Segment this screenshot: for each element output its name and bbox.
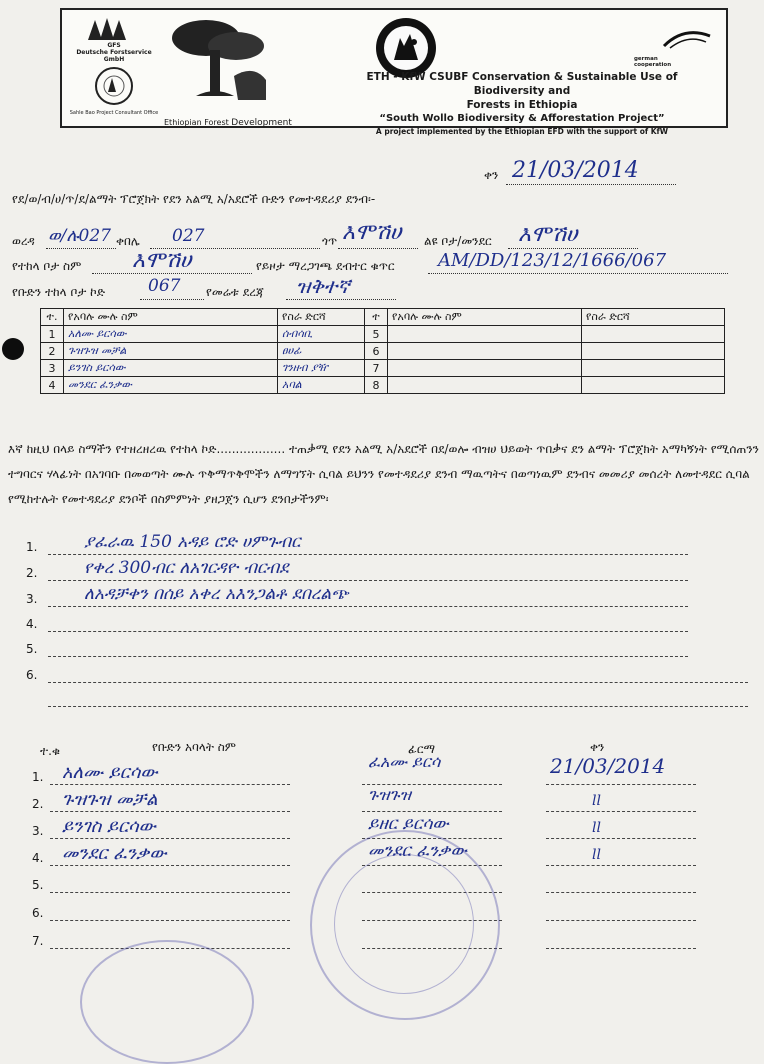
- gc-label-line1: german: [634, 56, 658, 62]
- german-cooperation-label: [634, 56, 671, 68]
- official-stamp-inner: [334, 854, 474, 994]
- row-no-2: 8: [365, 377, 388, 394]
- row-no-2: 5: [365, 326, 388, 343]
- date-dotline: [506, 184, 676, 185]
- rule-text: ያፈራዉ 150 አዳይ ሮድ ሀምጉብር: [84, 532, 301, 552]
- woreda-dotline: [46, 248, 116, 249]
- efd-label-suffix: Development: [231, 118, 292, 128]
- table-row: [32, 785, 732, 816]
- place-label: ልዩ ቦታ/መንደር: [424, 234, 492, 248]
- tree-icon: [166, 16, 274, 112]
- woreda-label: ወረዳ: [12, 234, 35, 248]
- project-title-line2: Forests in Ethiopia: [466, 99, 578, 111]
- grade-dotline: [286, 299, 396, 300]
- site-dotline: [92, 273, 252, 274]
- sig-name: ጉዝጉዝ መቻል: [62, 789, 158, 810]
- sig-date: ll: [592, 847, 601, 863]
- rule-line: [48, 554, 688, 555]
- member-name: ጉዝጉዝ መቻል: [64, 343, 278, 360]
- member-role-2: [582, 326, 725, 343]
- got-label: ጎጥ: [322, 234, 338, 248]
- sig-name-line: [50, 838, 290, 839]
- sig-sign: ይዘር ይርሳው: [368, 814, 449, 834]
- list-item: [26, 584, 746, 614]
- sig-no: 2.: [32, 797, 44, 811]
- sig-date-line: [546, 838, 696, 839]
- lower-stamp: [80, 940, 254, 1064]
- rule-text: ለአዳቻቀን በሰይ አቀረ አእንጋልቶ ደበረልጭ: [84, 584, 349, 604]
- sig-no: 7.: [32, 934, 44, 948]
- sig-date: ll: [592, 820, 601, 836]
- list-item: [26, 638, 746, 664]
- grade-value: ዝቅተኛ: [296, 274, 351, 298]
- sig-col-sign: ፊርማ: [408, 742, 436, 756]
- sig-col-name: የቡድን አባላት ስም: [152, 740, 236, 754]
- table-row: [41, 326, 725, 343]
- member-role-2: [582, 360, 725, 377]
- member-role: ፀሀፊ: [278, 343, 365, 360]
- member-name-2: [388, 326, 582, 343]
- code-value: 067: [148, 276, 181, 296]
- rule-line: [48, 656, 688, 657]
- got-value: እሞሽሀ: [342, 220, 402, 245]
- letterhead: [60, 8, 728, 136]
- sig-date-line: [546, 948, 696, 949]
- official-stamp: [310, 830, 500, 1020]
- row-no: 3: [41, 360, 64, 377]
- sig-no: 4.: [32, 851, 44, 865]
- col-role: የስራ ድርሻ: [278, 309, 365, 326]
- deed-dotline: [428, 273, 728, 274]
- rule-no: 6.: [26, 668, 38, 682]
- sig-date-line: [546, 920, 696, 921]
- list-item: [26, 613, 746, 639]
- sig-sign: መንደር ፈንቃው: [368, 841, 467, 861]
- member-role: ገንዘብ ያዥ: [278, 360, 365, 377]
- deed-label: የይዞታ ማረጋገጫ ደብተር ቁጥር: [256, 259, 395, 273]
- place-dotline: [508, 248, 638, 249]
- sig-name-line: [50, 892, 290, 893]
- sig-col-no: ተ.ቁ: [40, 744, 61, 758]
- sig-name-line: [50, 865, 290, 866]
- grade-label: የመሬቱ ደረጃ: [206, 285, 264, 299]
- row-no-2: 7: [365, 360, 388, 377]
- sig-date: 21/03/2014: [550, 754, 666, 778]
- rule-text: የቀረ 300ብር ለአገርዳዮ ብርብደ: [84, 558, 289, 578]
- member-role-2: [582, 377, 725, 394]
- member-name: መንደር ፈንቃው: [64, 377, 278, 394]
- member-name-2: [388, 377, 582, 394]
- sig-date-line: [546, 811, 696, 812]
- rule-no: 4.: [26, 617, 38, 631]
- gfs-logo-title-2: Deutsche Forstservice GmbH: [76, 49, 152, 63]
- sig-name-line: [50, 784, 290, 785]
- table-row: [41, 343, 725, 360]
- col-name: የአባሉ ሙሉ ስም: [64, 309, 278, 326]
- site-label: የተከላ ቦታ ስም: [12, 259, 82, 273]
- project-title-line1: ETH - KfW CSUBF Conservation & Sustainable Use of Biodiversity and: [366, 71, 678, 97]
- efd-label: [164, 118, 292, 128]
- member-name: ይንገስ ይርሳው: [64, 360, 278, 377]
- got-dotline: [338, 248, 418, 249]
- col-name-2: የአባሉ ሙሉ ስም: [388, 309, 582, 326]
- efd-tree-logo: [166, 16, 274, 112]
- project-title-line4: A project implemented by the Ethiopian EFD with the support of KfW: [375, 127, 669, 136]
- gfs-logo-icon: [68, 14, 160, 122]
- form-heading: የደ/ወ/ብ/ሀ/ጥ/ደ/ልማት ፕሮጀክት የደን አልሚ አ/አደሮች ቡድን የመተዳደሪያ ደንብ፡-: [12, 192, 376, 206]
- sig-no: 1.: [32, 770, 44, 784]
- list-item: [26, 664, 746, 690]
- sig-name-line: [50, 811, 290, 812]
- swoosh-icon: [634, 24, 714, 54]
- row-no-2: 6: [365, 343, 388, 360]
- gfs-logo-caption: Sahle Bao Project Consultant Office: [69, 110, 159, 116]
- member-name: አለሙ ይርሳው: [64, 326, 278, 343]
- rule-line: [48, 682, 748, 683]
- date-label: ቀን: [484, 168, 499, 182]
- project-title: [332, 70, 712, 138]
- col-role-2: የስራ ድርሻ: [582, 309, 725, 326]
- project-title-line3: “South Wollo Biodiversity & Afforestation Project”: [379, 113, 665, 124]
- gfs-logo-title-1: GFS: [107, 42, 121, 49]
- code-label: የቡድን ተከላ ቦታ ኮድ: [12, 285, 106, 299]
- rule-no: 1.: [26, 540, 38, 554]
- sig-name: አለሙ ይርሳው: [62, 762, 158, 783]
- row-no: 4: [41, 377, 64, 394]
- deed-value: AM/DD/123/12/1666/067: [438, 250, 667, 271]
- kebele-label: ቀበሌ: [116, 234, 140, 248]
- sig-date: ll: [592, 793, 601, 809]
- col-no-2: ተ: [365, 309, 388, 326]
- row-no: 2: [41, 343, 64, 360]
- member-name-2: [388, 360, 582, 377]
- table-row: [41, 377, 725, 394]
- table-row: [41, 360, 725, 377]
- col-no: ተ.: [41, 309, 64, 326]
- members-table-header: [41, 309, 725, 326]
- sig-sign-line: [362, 811, 502, 812]
- efd-label-prefix: Ethiopian Forest: [164, 118, 229, 127]
- member-role: ሰብሳቢ: [278, 326, 365, 343]
- sig-sign: ፈአሙ ይርሳ: [368, 752, 441, 771]
- rule-line: [48, 631, 688, 632]
- sig-no: 3.: [32, 824, 44, 838]
- row-no: 1: [41, 326, 64, 343]
- sig-sign: ጉዝጉዝ: [368, 785, 412, 804]
- date-value: 21/03/2014: [512, 158, 639, 183]
- member-role: አባል: [278, 377, 365, 394]
- rule-no: 3.: [26, 592, 38, 606]
- members-table: [40, 308, 725, 394]
- agreement-paragraph: እኛ ከዚህ በላይ ስማችን የተዘረዘረዉ የተከላ ኮድ.................. ተጠቃሚ የደን አልሚ አ/አደሮች በደ/ወሎ ብዝሀ ህይወት ጥበቃና ደን ልማት ፕሮጀክት አማካኝነት የሚሰጠንን ተግባርና ሃላፊነት በአገባቡ በመወጣት ሙሉ ጥቅማጥቅሞችን ለማግኘት ሲባል ይህንን የመተዳደሪያ ደንብ ማዉጣትና በወጣነዉም ደንብና መመሪያ መሰረት ለመተዳደር ሲባል የሚከተሉት የመተዳደሪያ ደንቦች በስምምነት ያዘጋጀን ሲሆን ደንበታችንም፡: [8, 442, 759, 506]
- sig-name: መንደር ፈንቃው: [62, 843, 167, 864]
- member-name-2: [388, 343, 582, 360]
- gfs-logo: [68, 14, 160, 122]
- sig-name-line: [50, 920, 290, 921]
- gc-label-line2: cooperation: [634, 62, 672, 68]
- punch-hole: [2, 338, 24, 360]
- rule-no: 2.: [26, 566, 38, 580]
- rule-line: [48, 606, 688, 607]
- sig-date-line: [546, 865, 696, 866]
- woreda-value: ወ/ሉ027: [48, 226, 111, 246]
- sig-no: 6.: [32, 906, 44, 920]
- site-value: እሞሽሀ: [132, 248, 192, 273]
- place-value: እሞሽሀ: [518, 222, 578, 247]
- sig-no: 5.: [32, 878, 44, 892]
- rule-no: 5.: [26, 642, 38, 656]
- sig-date-line: [546, 892, 696, 893]
- code-dotline: [140, 299, 204, 300]
- kebele-value: 027: [172, 226, 205, 246]
- rule-line: [48, 580, 688, 581]
- sig-date-line: [546, 784, 696, 785]
- rule-extra-line: [48, 706, 748, 707]
- sig-col-date: ቀን: [590, 740, 605, 754]
- sig-name: ይንገስ ይርሳው: [62, 816, 156, 837]
- member-role-2: [582, 343, 725, 360]
